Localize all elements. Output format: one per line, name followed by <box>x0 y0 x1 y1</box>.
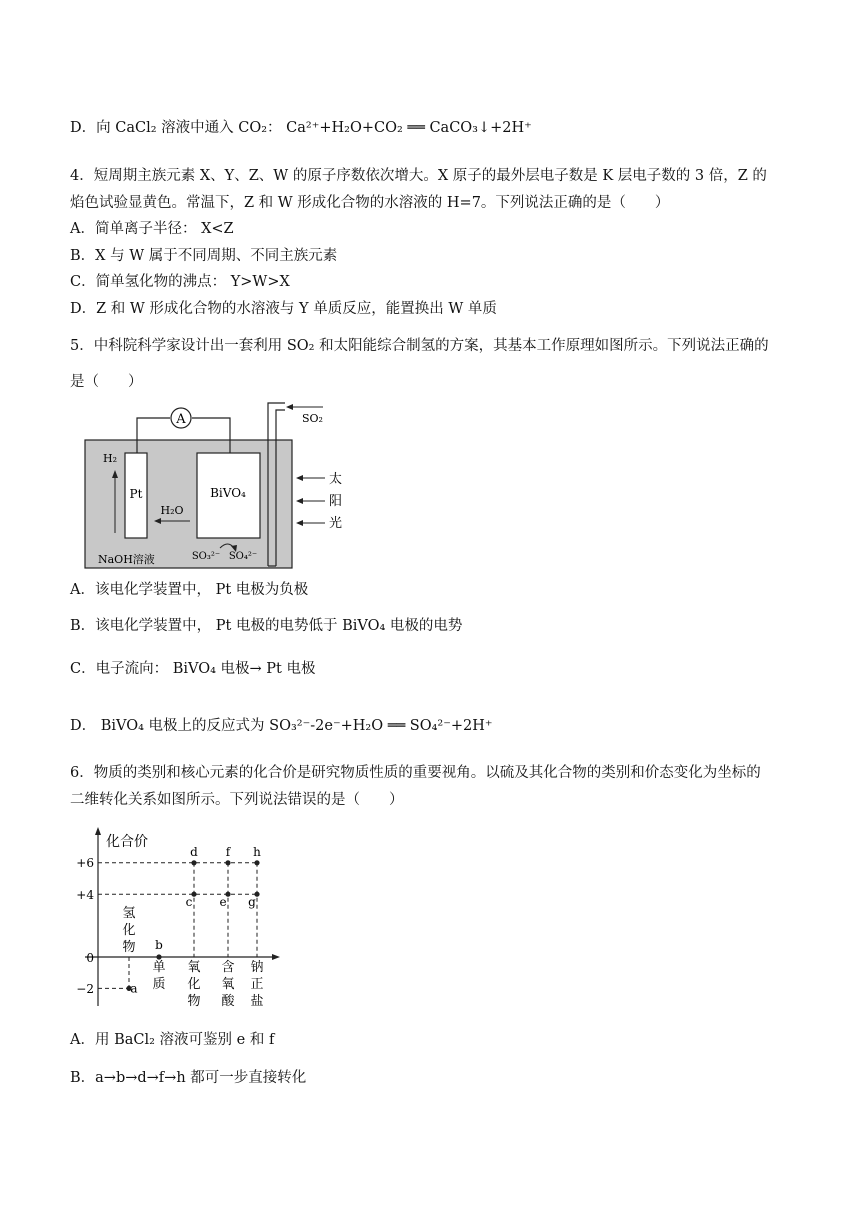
sun-label-3: 光 <box>329 516 343 531</box>
so3-label: SO₃²⁻ <box>191 551 221 562</box>
so2-label: SO₂ <box>302 412 323 425</box>
q6-stem-line2: 二维转化关系如图所示。下列说法错误的是（ ） <box>70 792 404 808</box>
q5-option-d: D． BiVO₄ 电极上的反应式为 SO₃²⁻-2e⁻+H₂O ══ SO₄²⁻+2H⁺ <box>70 718 493 734</box>
sun-arrowhead-2 <box>296 498 303 504</box>
q5-stem-line2: 是（ ） <box>70 374 143 390</box>
point-label-e: e <box>219 895 227 910</box>
h2o-label: H₂O <box>160 504 184 517</box>
point-label-h: h <box>253 844 261 859</box>
point-d <box>191 860 196 865</box>
ammeter-label: A <box>176 412 186 427</box>
so2-arrowhead <box>286 404 293 410</box>
pt-label: Pt <box>129 487 143 501</box>
q3-option-d: D．向 CaCl₂ 溶液中通入 CO₂： Ca²⁺+H₂O+CO₂ ══ CaCO₃↓+2H⁺ <box>70 120 532 136</box>
point-label-d: d <box>190 844 198 859</box>
q4-option-b: B．X 与 W 属于不同周期、不同主族元素 <box>70 248 338 264</box>
q5-option-a: A．该电化学装置中， Pt 电极为负极 <box>70 582 309 598</box>
q4-option-d: D．Z 和 W 形成化合物的水溶液与 Y 单质反应，能置换出 W 单质 <box>70 301 497 317</box>
category-label-5-char-2: 正 <box>250 977 264 992</box>
q6-option-a: A．用 BaCl₂ 溶液可鉴别 e 和 f <box>70 1032 275 1048</box>
category-label-5-char-3: 盐 <box>250 994 264 1009</box>
sun-label-2: 阳 <box>329 494 343 509</box>
sun-label-1: 太 <box>329 472 343 487</box>
q5-stem-line1: 5．中科院科学家设计出一套利用 SO₂ 和太阳能综合制氢的方案，其基本工作原理如图所示。下列说法正确的 <box>70 338 769 354</box>
sun-arrowhead-3 <box>296 520 303 526</box>
x-axis-arrow <box>272 954 280 960</box>
point-label-f: f <box>225 844 231 859</box>
category-label-4-char-1: 含 <box>221 960 235 975</box>
point-label-c: c <box>185 895 193 910</box>
q4-option-a: A．简单离子半径： X<Z <box>70 221 234 237</box>
sulfur-valence-chart <box>70 824 290 1014</box>
category-label-4-char-2: 氧 <box>221 977 235 992</box>
category-label-1-char-2: 化 <box>122 923 136 938</box>
so4-label: SO₄²⁻ <box>228 551 258 562</box>
q5-option-c: C．电子流向： BiVO₄ 电极→ Pt 电极 <box>70 661 316 677</box>
y-tick-plus6: +6 <box>76 856 94 870</box>
chart-marks <box>98 845 264 1009</box>
q6-option-b: B．a→b→d→f→h 都可一步直接转化 <box>70 1070 307 1086</box>
category-label-2-char-2: 质 <box>152 977 166 992</box>
point-label-b: b <box>155 938 163 952</box>
y-tick-zero: 0 <box>86 951 94 965</box>
category-label-3-char-2: 化 <box>187 977 201 992</box>
bivo4-label: BiVO₄ <box>210 486 246 500</box>
point-h <box>254 860 259 865</box>
q4-stem-line2: 焰色试验显黄色。常温下，Z 和 W 形成化合物的水溶液的 H=7。下列说法正确的是（ ） <box>70 195 670 211</box>
point-label-a: a <box>130 981 138 996</box>
category-label-3-char-1: 氧 <box>187 960 201 975</box>
q4-stem-line1: 4．短周期主族元素 X、Y、Z、W 的原子序数依次增大。X 原子的最外层电子数是 K 层电子数的 3 倍，Z 的 <box>70 168 767 184</box>
h2-label: H₂ <box>102 452 118 465</box>
y-tick-minus2: −2 <box>76 982 94 996</box>
y-tick-plus4: +4 <box>76 888 94 902</box>
sun-arrowhead-1 <box>296 475 303 481</box>
category-label-4-char-3: 酸 <box>221 994 235 1009</box>
q6-stem-line1: 6．物质的类别和核心元素的化合价是研究物质性质的重要视角。以硫及其化合物的类别和价态变化为坐标的 <box>70 765 761 781</box>
category-label-1-char-1: 氢 <box>122 906 136 921</box>
category-label-5-char-1: 钠 <box>250 960 264 975</box>
y-axis-arrow <box>95 827 101 835</box>
solution-label: NaOH溶液 <box>98 553 155 566</box>
point-f <box>225 860 230 865</box>
category-label-2-char-1: 单 <box>152 960 166 975</box>
category-label-3-char-3: 物 <box>187 994 201 1009</box>
point-label-g: g <box>248 895 256 910</box>
q4-option-c: C．简单氢化物的沸点： Y>W>X <box>70 274 290 290</box>
y-axis-label: 化合价 <box>106 834 148 850</box>
point-b <box>156 954 161 959</box>
q5-option-b: B．该电化学装置中， Pt 电极的电势低于 BiVO₄ 电极的电势 <box>70 618 463 634</box>
category-label-1-char-3: 物 <box>122 940 136 955</box>
electrolysis-diagram <box>80 398 360 573</box>
